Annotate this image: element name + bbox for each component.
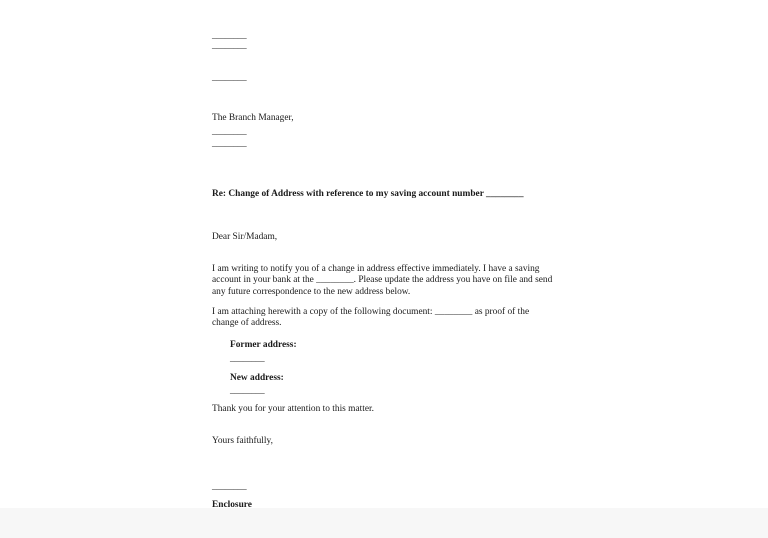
new-address-label: New address: (230, 373, 284, 383)
sender-blank-2: ________ (212, 40, 247, 50)
recipient-title: The Branch Manager, (212, 113, 294, 123)
closing-line: Yours faithfully, (212, 436, 273, 446)
salutation: Dear Sir/Madam, (212, 232, 278, 242)
date-blank: ________ (212, 72, 247, 82)
enclosure-label (212, 500, 252, 508)
body-paragraph-2: I am attaching herewith a copy of the following document: ________ as proof of the change of address. (212, 307, 530, 329)
sender-blank-1: ________ (212, 30, 247, 40)
enclosure-text: Enclosure (212, 500, 252, 508)
letter-subject: Re: Change of Address with reference to my saving account number ________ (212, 189, 524, 199)
new-address-blank: ________ (230, 385, 265, 395)
former-address-label: Former address: (230, 340, 297, 350)
recipient-blank-1: ________ (212, 126, 247, 136)
thanks-line: Thank you for your attention to this matter. (212, 404, 374, 414)
recipient-blank-2: ________ (212, 138, 247, 148)
signature-blank: ________ (212, 481, 247, 491)
body-paragraph-1: I am writing to notify you of a change in address effective immediately. I have a saving account in your bank at the ________. Please update the address you have on file and send any future correspondence to the new address below. (212, 264, 553, 297)
former-address-blank: ________ (230, 353, 265, 363)
